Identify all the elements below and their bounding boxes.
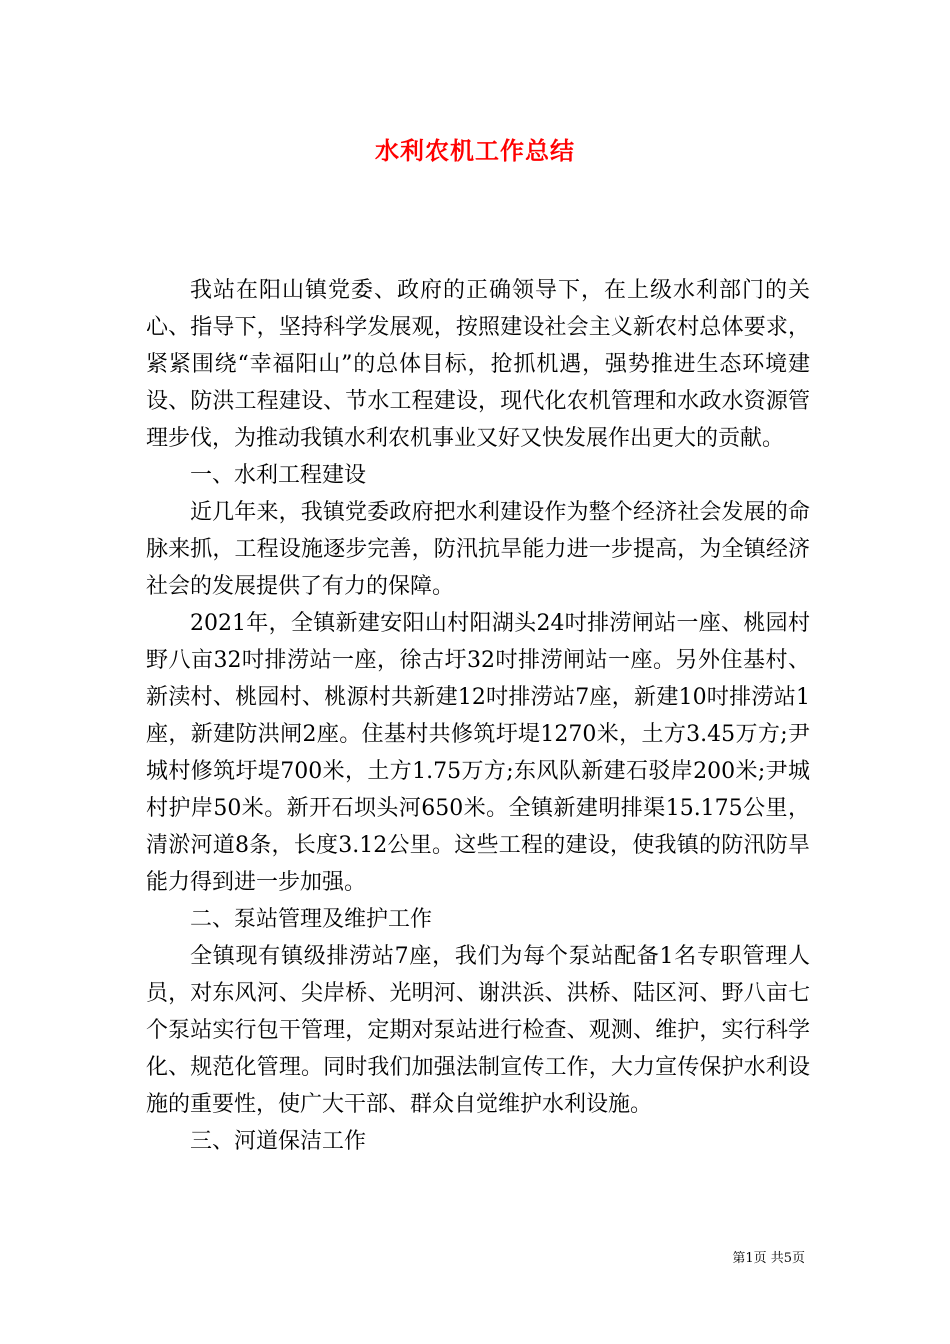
section-heading-3: 三、河道保洁工作: [190, 1129, 367, 1154]
paragraph-intro: 我站在阳山镇党委、政府的正确领导下，在上级水利部门的关心、指导下，坚持科学发展观，按照建设社会主义新农村总体要求，紧紧围绕“幸福阳山”的总体目标，抢抓机遇，强势推进生态环境建设、防洪工程建设、节水工程建设，现代化农机管理和水政水资源管理步伐，为推动我镇水利农机事业又好又快发展作出更大的贡献。: [146, 278, 810, 451]
page-number: 第1页 共5页: [732, 1251, 805, 1266]
paragraph-section-2: 全镇现有镇级排涝站7座，我们为每个泵站配备1名专职管理人员，对东风河、尖岸桥、光明河、谢洪浜、洪桥、陆区河、野八亩七个泵站实行包干管理，定期对泵站进行检查、观测、维护，实行科学化、规范化管理。同时我们加强法制宣传工作，大力宣传保护水利设施的重要性，使广大干部、群众自觉维护水利设施。: [146, 944, 810, 1117]
section-heading-2: 二、泵站管理及维护工作: [190, 907, 433, 932]
paragraph-section-1-overview: 近几年来，我镇党委政府把水利建设作为整个经济社会发展的命脉来抓，工程设施逐步完善，防汛抗旱能力进一步提高，为全镇经济社会的发展提供了有力的保障。: [146, 500, 810, 599]
document-body: [146, 272, 810, 1160]
section-heading-1: 一、水利工程建设: [190, 463, 367, 488]
document-title: 水利农机工作总结: [375, 136, 575, 165]
paragraph-section-1-details: 2021年，全镇新建安阳山村阳湖头24吋排涝闸站一座、桃园村野八亩32吋排涝站一座，徐古圩32吋排涝闸站一座。另外住基村、新渎村、桃园村、桃源村共新建12吋排涝站7座，新建10吋排涝站1座，新建防洪闸2座。住基村共修筑圩堤1270米，土方3.45万方;尹城村修筑圩堤700米，土方1.75万方;东风队新建石驳岸200米;尹城村护岸50米。新开石坝头河650米。全镇新建明排渠15.175公里，清淤河道8条，长度3.12公里。这些工程的建设，使我镇的防汛防旱能力得到进一步加强。: [146, 611, 810, 895]
